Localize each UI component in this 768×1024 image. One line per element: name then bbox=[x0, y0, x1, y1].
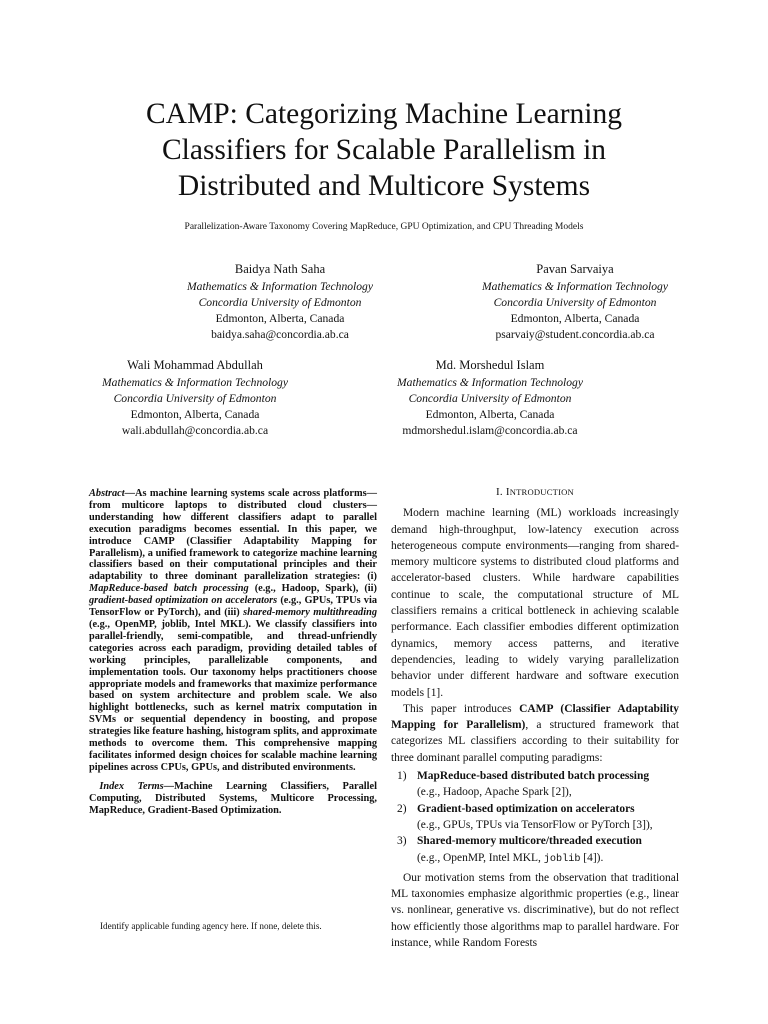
author-department: Mathematics & Information Technology bbox=[396, 376, 584, 389]
author-department: Mathematics & Information Technology bbox=[186, 280, 374, 293]
list-item bbox=[391, 801, 679, 834]
abstract-text: As machine learning systems scale across platforms—from multicore laptops to distributed cloud clusters—understanding how different classifiers adapt to parallel execution paradigms becomes essential. In this paper, we introduce CAMP (Classifier Adaptability Mapping for Parallelism), a unified framework to categorize machine learning classifiers based on their computational principles and their adaptability to three dominant parallelization strategies: (i) bbox=[89, 488, 377, 583]
list-head: Shared-memory multicore/threaded execution bbox=[417, 835, 642, 848]
author-email[interactable]: baidya.saha@concordia.ab.ca bbox=[211, 328, 349, 341]
author-block bbox=[55, 357, 335, 439]
author-email[interactable]: psarvaiy@student.concordia.ab.ca bbox=[495, 328, 655, 341]
author-university: Concordia University of Edmonton bbox=[198, 296, 362, 309]
author-block bbox=[140, 261, 420, 343]
author-block bbox=[435, 261, 715, 343]
title-line: Distributed and Multicore Systems bbox=[177, 170, 591, 202]
list-head: Gradient-based optimization on accelerators bbox=[417, 802, 635, 815]
author-name: Pavan Sarvaiya bbox=[536, 262, 614, 276]
list-detail: (e.g., Hadoop, Apache Spark [2]), bbox=[417, 786, 572, 799]
author-department: Mathematics & Information Technology bbox=[481, 280, 669, 293]
author-name: Baidya Nath Saha bbox=[234, 262, 326, 276]
author-city: Edmonton, Alberta, Canada bbox=[510, 312, 640, 325]
list-code: joblib bbox=[543, 853, 581, 865]
right-column bbox=[391, 484, 679, 951]
section-numeral: I. bbox=[496, 486, 506, 498]
list-item bbox=[391, 768, 679, 801]
author-email[interactable]: mdmorshedul.islam@concordia.ab.ca bbox=[402, 424, 578, 437]
author-university: Concordia University of Edmonton bbox=[113, 392, 277, 405]
author-department: Mathematics & Information Technology bbox=[101, 376, 289, 389]
list-item bbox=[391, 833, 679, 868]
index-terms-dash: — bbox=[163, 780, 175, 792]
intro-text: This paper introduces bbox=[403, 702, 520, 715]
list-detail-tail: [4]). bbox=[580, 851, 604, 864]
author-university: Concordia University of Edmonton bbox=[408, 392, 572, 405]
abstract bbox=[89, 488, 377, 774]
author-city: Edmonton, Alberta, Canada bbox=[130, 408, 260, 421]
title-line: Classifiers for Scalable Parallelism in bbox=[161, 134, 607, 166]
list-number: 1) bbox=[397, 770, 407, 783]
list-head: MapReduce-based distributed batch processing bbox=[417, 770, 650, 783]
abstract-dash: — bbox=[124, 488, 135, 499]
abstract-text: (e.g., GPUs, TPUs via TensorFlow or PyTorch), and (iii) bbox=[89, 595, 377, 619]
section-rest: NTRODUCTION bbox=[509, 487, 574, 497]
author-city: Edmonton, Alberta, Canada bbox=[425, 408, 555, 421]
intro-emphasis: CAMP (Classifier Adaptability Mapping for Parallelism) bbox=[391, 702, 679, 732]
intro-paragraph bbox=[391, 701, 679, 766]
author-name: Wali Mohammad Abdullah bbox=[127, 358, 263, 372]
list-detail: (e.g., OpenMP, Intel MKL, bbox=[417, 851, 544, 864]
author-city: Edmonton, Alberta, Canada bbox=[215, 312, 345, 325]
list-number: 3) bbox=[397, 835, 407, 848]
paper-subtitle: Parallelization-Aware Taxonomy Covering MapReduce, GPU Optimization, and CPU Threading Models bbox=[184, 222, 584, 232]
left-column bbox=[89, 488, 377, 816]
author-name: Md. Morshedul Islam bbox=[435, 358, 545, 372]
title-line: CAMP: Categorizing Machine Learning bbox=[146, 98, 622, 130]
author-email[interactable]: wali.abdullah@concordia.ab.ca bbox=[121, 424, 269, 437]
index-terms-label: Index Terms bbox=[99, 780, 164, 792]
abstract-emphasis: MapReduce-based batch processing bbox=[89, 583, 249, 595]
section-first-letter: I bbox=[505, 486, 510, 498]
abstract-emphasis: gradient-based optimization on accelerators bbox=[89, 595, 278, 607]
abstract-label: Abstract bbox=[89, 488, 125, 499]
intro-text: , a structured framework that categorizes ML classifiers according to their suitability for three dominant parallel computing paradigms: bbox=[391, 719, 679, 764]
paper-title bbox=[60, 96, 708, 204]
index-terms bbox=[89, 781, 377, 817]
intro-paragraph: Our motivation stems from the observation that traditional ML taxonomies emphasize algorithmic properties (e.g., linear vs. nonlinear, generative vs. discriminative), but do not reflect how efficiently those algorithms map to parallel hardware. For instance, while Random Forests bbox=[391, 871, 679, 950]
author-block bbox=[350, 357, 630, 439]
abstract-text: (e.g., OpenMP, joblib, Intel MKL). We classify classifiers into parallel-friendly, semi-compatible, and thread-unfriendly categories across each paradigm, providing detailed tables of working principles, parallelizable components, and implementation tools. Our taxonomy helps practitioners choose appropriate models and frameworks that maximize performance based on system architecture and problem scale. We also highlight bottlenecks, such as kernel matrix computation in SVMs or sequential dependency in boosting, and propose strategies like feature hashing, histogram splits, and approximate methods to overcome them. This comprehensive mapping facilitates informed design choices for scalable machine learning pipelines across CPUs, GPUs, and distributed environments. bbox=[89, 618, 377, 773]
author-university: Concordia University of Edmonton bbox=[493, 296, 657, 309]
paradigm-list bbox=[391, 768, 679, 868]
list-detail: (e.g., GPUs, TPUs via TensorFlow or PyTorch [3]), bbox=[417, 818, 653, 831]
section-heading bbox=[391, 484, 679, 500]
index-terms-text: Machine Learning Classifiers, Parallel Computing, Distributed Systems, Multicore Processing, MapReduce, Gradient-Based Optimization. bbox=[89, 780, 377, 816]
funding-footnote: Identify applicable funding agency here. If none, delete this. bbox=[100, 921, 322, 931]
abstract-emphasis: shared-memory multithreading bbox=[243, 607, 378, 619]
intro-paragraph: Modern machine learning (ML) workloads increasingly demand high-throughput, low-latency execution across heterogeneous compute environments—ranging from shared-memory multicore systems to distributed cloud platforms and accelerator-based clusters. While hardware capabilities continue to scale, the computational structure of ML classifiers remains a critical bottleneck in achieving scalable performance. Each classifier embodies different optimization dynamics, memory access patterns, and iterative dependencies, leading to widely varying parallelization behavior under different hardware and software execution models [1]. bbox=[391, 507, 679, 699]
abstract-text: (e.g., Hadoop, Spark), (ii) bbox=[248, 583, 377, 595]
list-number: 2) bbox=[397, 802, 407, 815]
